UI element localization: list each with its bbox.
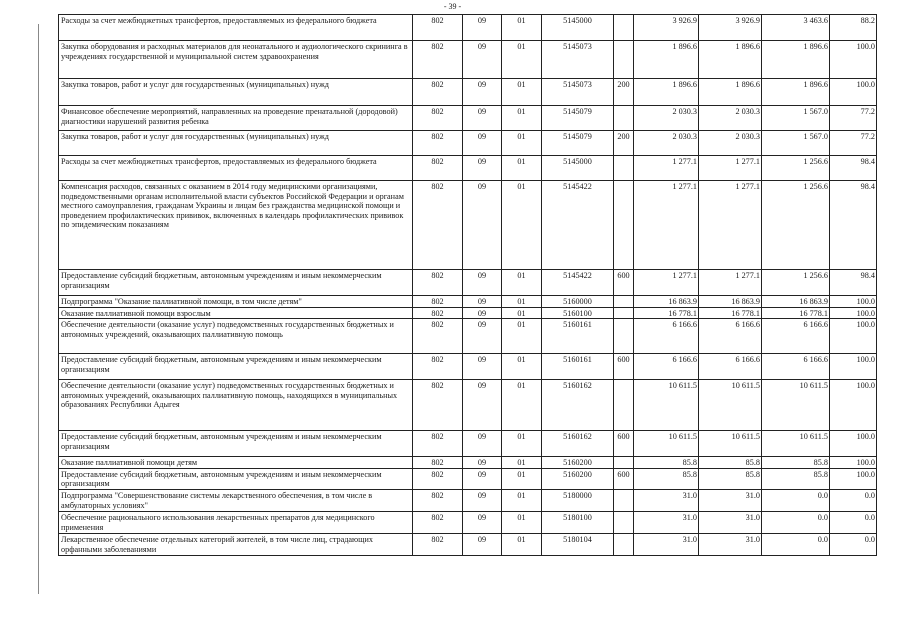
- row-name: Обеспечение деятельности (оказание услуг) подведомственных государственных бюджетных и автономных учреждений, оказывающих паллиативную помощь: [59, 319, 413, 354]
- row-name: Расходы за счет межбюджетных трансфертов, предоставляемых из федерального бюджета: [59, 15, 413, 41]
- row-name: Закупка оборудования и расходных материалов для неонатального и аудиологического скрининга в учреждениях государственной и муниципальной систем здравоохранения: [59, 41, 413, 79]
- row-target-article: 5160161: [542, 354, 614, 380]
- row-value-3: 0.0: [762, 533, 830, 555]
- row-subsection: 01: [502, 307, 542, 319]
- row-value-1: 16 863.9: [634, 296, 699, 308]
- row-percent: 100.0: [830, 319, 877, 354]
- row-section: 09: [463, 79, 502, 106]
- table-row: [59, 533, 877, 555]
- row-value-2: 85.8: [699, 468, 762, 489]
- row-expense-type: [614, 41, 634, 79]
- row-section: 09: [463, 489, 502, 511]
- table-body: [59, 15, 877, 556]
- row-grbs: 802: [413, 511, 463, 533]
- row-value-1: 85.8: [634, 468, 699, 489]
- row-name: Расходы за счет межбюджетных трансфертов, предоставляемых из федерального бюджета: [59, 156, 413, 181]
- row-section: 09: [463, 15, 502, 41]
- row-name: Закупка товаров, работ и услуг для государственных (муниципальных) нужд: [59, 79, 413, 106]
- row-name: Предоставление субсидий бюджетным, автономным учреждениям и иным некоммерческим организациям: [59, 431, 413, 457]
- row-value-1: 31.0: [634, 489, 699, 511]
- table-row: [59, 457, 877, 469]
- row-value-1: 16 778.1: [634, 307, 699, 319]
- row-name: Обеспечение рационального использования лекарственных препаратов для медицинского применения: [59, 511, 413, 533]
- row-target-article: 5145000: [542, 15, 614, 41]
- table-row: [59, 307, 877, 319]
- row-grbs: 802: [413, 41, 463, 79]
- row-name: Подпрограмма "Совершенствование системы лекарственного обеспечения, в том числе в амбулаторных условиях": [59, 489, 413, 511]
- margin-line: [38, 24, 39, 594]
- row-value-2: 6 166.6: [699, 319, 762, 354]
- row-value-1: 10 611.5: [634, 380, 699, 431]
- row-name: Оказание паллиативной помощи взрослым: [59, 307, 413, 319]
- row-value-1: 1 277.1: [634, 181, 699, 270]
- row-value-1: 1 277.1: [634, 270, 699, 296]
- row-expense-type: 600: [614, 431, 634, 457]
- row-value-2: 2 030.3: [699, 106, 762, 131]
- row-expense-type: [614, 511, 634, 533]
- row-value-3: 16 778.1: [762, 307, 830, 319]
- row-name: Финансовое обеспечение мероприятий, направленных на проведение пренатальной (дородовой) диагностики нарушений развития ребенка: [59, 106, 413, 131]
- row-expense-type: [614, 489, 634, 511]
- budget-table: [58, 14, 877, 556]
- row-value-2: 1 277.1: [699, 156, 762, 181]
- row-subsection: 01: [502, 431, 542, 457]
- row-percent: 77.2: [830, 106, 877, 131]
- row-value-2: 10 611.5: [699, 380, 762, 431]
- table-row: [59, 319, 877, 354]
- row-subsection: 01: [502, 41, 542, 79]
- row-name: Оказание паллиативной помощи детям: [59, 457, 413, 469]
- row-grbs: 802: [413, 307, 463, 319]
- row-grbs: 802: [413, 431, 463, 457]
- row-value-3: 6 166.6: [762, 354, 830, 380]
- row-name: Предоставление субсидий бюджетным, автономным учреждениям и иным некоммерческим организациям: [59, 270, 413, 296]
- row-value-1: 1 896.6: [634, 41, 699, 79]
- table-row: [59, 380, 877, 431]
- row-grbs: 802: [413, 489, 463, 511]
- row-expense-type: [614, 156, 634, 181]
- row-value-1: 31.0: [634, 533, 699, 555]
- row-expense-type: 600: [614, 468, 634, 489]
- row-value-2: 16 863.9: [699, 296, 762, 308]
- row-value-2: 1 277.1: [699, 181, 762, 270]
- row-grbs: 802: [413, 270, 463, 296]
- row-section: 09: [463, 41, 502, 79]
- table-row: [59, 15, 877, 41]
- row-grbs: 802: [413, 296, 463, 308]
- row-subsection: 01: [502, 106, 542, 131]
- row-expense-type: [614, 15, 634, 41]
- row-expense-type: 200: [614, 79, 634, 106]
- row-name: Подпрограмма "Оказание паллиативной помощи, в том числе детям": [59, 296, 413, 308]
- row-value-3: 1 896.6: [762, 41, 830, 79]
- row-value-2: 3 926.9: [699, 15, 762, 41]
- table-row: [59, 296, 877, 308]
- row-section: 09: [463, 270, 502, 296]
- row-section: 09: [463, 468, 502, 489]
- row-grbs: 802: [413, 79, 463, 106]
- row-percent: 98.4: [830, 181, 877, 270]
- row-percent: 77.2: [830, 131, 877, 156]
- row-subsection: 01: [502, 181, 542, 270]
- row-value-3: 16 863.9: [762, 296, 830, 308]
- row-value-1: 2 030.3: [634, 106, 699, 131]
- row-grbs: 802: [413, 156, 463, 181]
- row-section: 09: [463, 457, 502, 469]
- row-target-article: 5160000: [542, 296, 614, 308]
- row-percent: 100.0: [830, 296, 877, 308]
- row-value-2: 1 896.6: [699, 79, 762, 106]
- row-subsection: 01: [502, 468, 542, 489]
- table-row: [59, 354, 877, 380]
- row-expense-type: [614, 296, 634, 308]
- row-value-3: 1 256.6: [762, 270, 830, 296]
- row-section: 09: [463, 354, 502, 380]
- row-value-3: 1 896.6: [762, 79, 830, 106]
- row-subsection: 01: [502, 15, 542, 41]
- row-expense-type: [614, 380, 634, 431]
- row-expense-type: 600: [614, 354, 634, 380]
- row-expense-type: [614, 106, 634, 131]
- row-grbs: 802: [413, 468, 463, 489]
- row-section: 09: [463, 319, 502, 354]
- row-value-3: 1 567.0: [762, 106, 830, 131]
- row-target-article: 5160161: [542, 319, 614, 354]
- row-value-3: 3 463.6: [762, 15, 830, 41]
- row-name: Компенсация расходов, связанных с оказанием в 2014 году медицинскими организациями, подведомственными органам исполнительной власти субъектов Российской Федерации и органам местного самоуправления, гражданам Украины и лицам без гражданства медицинской помощи и проведением профилактических прививок, включенных в календарь профилактических прививок по эпидемическим показаниям: [59, 181, 413, 270]
- row-percent: 100.0: [830, 457, 877, 469]
- row-subsection: 01: [502, 457, 542, 469]
- row-section: 09: [463, 131, 502, 156]
- row-value-2: 2 030.3: [699, 131, 762, 156]
- row-value-3: 1 256.6: [762, 156, 830, 181]
- row-value-3: 10 611.5: [762, 431, 830, 457]
- row-target-article: 5145000: [542, 156, 614, 181]
- row-target-article: 5145073: [542, 41, 614, 79]
- row-target-article: 5180100: [542, 511, 614, 533]
- row-section: 09: [463, 380, 502, 431]
- row-value-2: 6 166.6: [699, 354, 762, 380]
- row-grbs: 802: [413, 15, 463, 41]
- row-name: Закупка товаров, работ и услуг для государственных (муниципальных) нужд: [59, 131, 413, 156]
- row-value-1: 2 030.3: [634, 131, 699, 156]
- row-section: 09: [463, 431, 502, 457]
- row-grbs: 802: [413, 380, 463, 431]
- row-value-1: 31.0: [634, 511, 699, 533]
- table-row: [59, 468, 877, 489]
- table-row: [59, 511, 877, 533]
- row-subsection: 01: [502, 533, 542, 555]
- row-section: 09: [463, 533, 502, 555]
- row-grbs: 802: [413, 131, 463, 156]
- row-subsection: 01: [502, 489, 542, 511]
- row-expense-type: [614, 457, 634, 469]
- row-section: 09: [463, 511, 502, 533]
- row-subsection: 01: [502, 354, 542, 380]
- row-name: Предоставление субсидий бюджетным, автономным учреждениям и иным некоммерческим организациям: [59, 354, 413, 380]
- table-row: [59, 79, 877, 106]
- row-subsection: 01: [502, 156, 542, 181]
- row-name: Лекарственное обеспечение отдельных категорий жителей, в том числе лиц, страдающих орфанными заболеваниями: [59, 533, 413, 555]
- row-percent: 98.4: [830, 156, 877, 181]
- row-name: Предоставление субсидий бюджетным, автономным учреждениям и иным некоммерческим организациям: [59, 468, 413, 489]
- row-value-1: 6 166.6: [634, 319, 699, 354]
- row-target-article: 5160162: [542, 380, 614, 431]
- row-percent: 0.0: [830, 511, 877, 533]
- row-value-1: 85.8: [634, 457, 699, 469]
- row-value-2: 16 778.1: [699, 307, 762, 319]
- row-target-article: 5180000: [542, 489, 614, 511]
- row-value-2: 85.8: [699, 457, 762, 469]
- row-value-3: 85.8: [762, 468, 830, 489]
- row-value-1: 1 277.1: [634, 156, 699, 181]
- row-value-1: 10 611.5: [634, 431, 699, 457]
- row-expense-type: [614, 319, 634, 354]
- row-expense-type: [614, 307, 634, 319]
- row-expense-type: [614, 533, 634, 555]
- table-row: [59, 431, 877, 457]
- row-percent: 100.0: [830, 307, 877, 319]
- row-value-2: 31.0: [699, 489, 762, 511]
- row-subsection: 01: [502, 319, 542, 354]
- row-target-article: 5160200: [542, 468, 614, 489]
- row-grbs: 802: [413, 457, 463, 469]
- row-value-3: 1 567.0: [762, 131, 830, 156]
- row-value-2: 1 896.6: [699, 41, 762, 79]
- page-number: - 39 -: [443, 2, 462, 11]
- row-value-1: 1 896.6: [634, 79, 699, 106]
- table-row: [59, 489, 877, 511]
- row-section: 09: [463, 296, 502, 308]
- row-name: Обеспечение деятельности (оказание услуг) подведомственных государственных бюджетных и автономных учреждений, оказывающих паллиативную помощь, находящихся в муниципальных образованиях Республики Адыгея: [59, 380, 413, 431]
- row-percent: 98.4: [830, 270, 877, 296]
- table-row: [59, 41, 877, 79]
- row-percent: 88.2: [830, 15, 877, 41]
- row-value-1: 3 926.9: [634, 15, 699, 41]
- row-value-2: 10 611.5: [699, 431, 762, 457]
- row-target-article: 5160200: [542, 457, 614, 469]
- row-subsection: 01: [502, 131, 542, 156]
- row-grbs: 802: [413, 106, 463, 131]
- row-target-article: 5160100: [542, 307, 614, 319]
- row-value-3: 6 166.6: [762, 319, 830, 354]
- row-value-1: 6 166.6: [634, 354, 699, 380]
- row-expense-type: [614, 181, 634, 270]
- row-section: 09: [463, 156, 502, 181]
- row-target-article: 5145073: [542, 79, 614, 106]
- row-value-2: 31.0: [699, 511, 762, 533]
- row-expense-type: 200: [614, 131, 634, 156]
- row-percent: 0.0: [830, 533, 877, 555]
- row-value-3: 85.8: [762, 457, 830, 469]
- table-row: [59, 106, 877, 131]
- row-value-2: 31.0: [699, 533, 762, 555]
- row-grbs: 802: [413, 319, 463, 354]
- row-section: 09: [463, 181, 502, 270]
- row-grbs: 802: [413, 533, 463, 555]
- row-subsection: 01: [502, 79, 542, 106]
- row-value-3: 10 611.5: [762, 380, 830, 431]
- table-row: [59, 181, 877, 270]
- row-subsection: 01: [502, 296, 542, 308]
- row-percent: 0.0: [830, 489, 877, 511]
- row-value-3: 0.0: [762, 489, 830, 511]
- row-grbs: 802: [413, 181, 463, 270]
- row-target-article: 5145422: [542, 181, 614, 270]
- table-row: [59, 156, 877, 181]
- row-subsection: 01: [502, 511, 542, 533]
- row-expense-type: 600: [614, 270, 634, 296]
- row-target-article: 5145422: [542, 270, 614, 296]
- row-target-article: 5160162: [542, 431, 614, 457]
- row-percent: 100.0: [830, 41, 877, 79]
- row-section: 09: [463, 106, 502, 131]
- row-subsection: 01: [502, 270, 542, 296]
- row-percent: 100.0: [830, 380, 877, 431]
- row-subsection: 01: [502, 380, 542, 431]
- row-section: 09: [463, 307, 502, 319]
- row-target-article: 5145079: [542, 106, 614, 131]
- row-value-2: 1 277.1: [699, 270, 762, 296]
- table-row: [59, 131, 877, 156]
- row-percent: 100.0: [830, 354, 877, 380]
- row-value-3: 0.0: [762, 511, 830, 533]
- row-target-article: 5180104: [542, 533, 614, 555]
- row-target-article: 5145079: [542, 131, 614, 156]
- row-percent: 100.0: [830, 431, 877, 457]
- table-row: [59, 270, 877, 296]
- row-grbs: 802: [413, 354, 463, 380]
- row-percent: 100.0: [830, 468, 877, 489]
- row-value-3: 1 256.6: [762, 181, 830, 270]
- row-percent: 100.0: [830, 79, 877, 106]
